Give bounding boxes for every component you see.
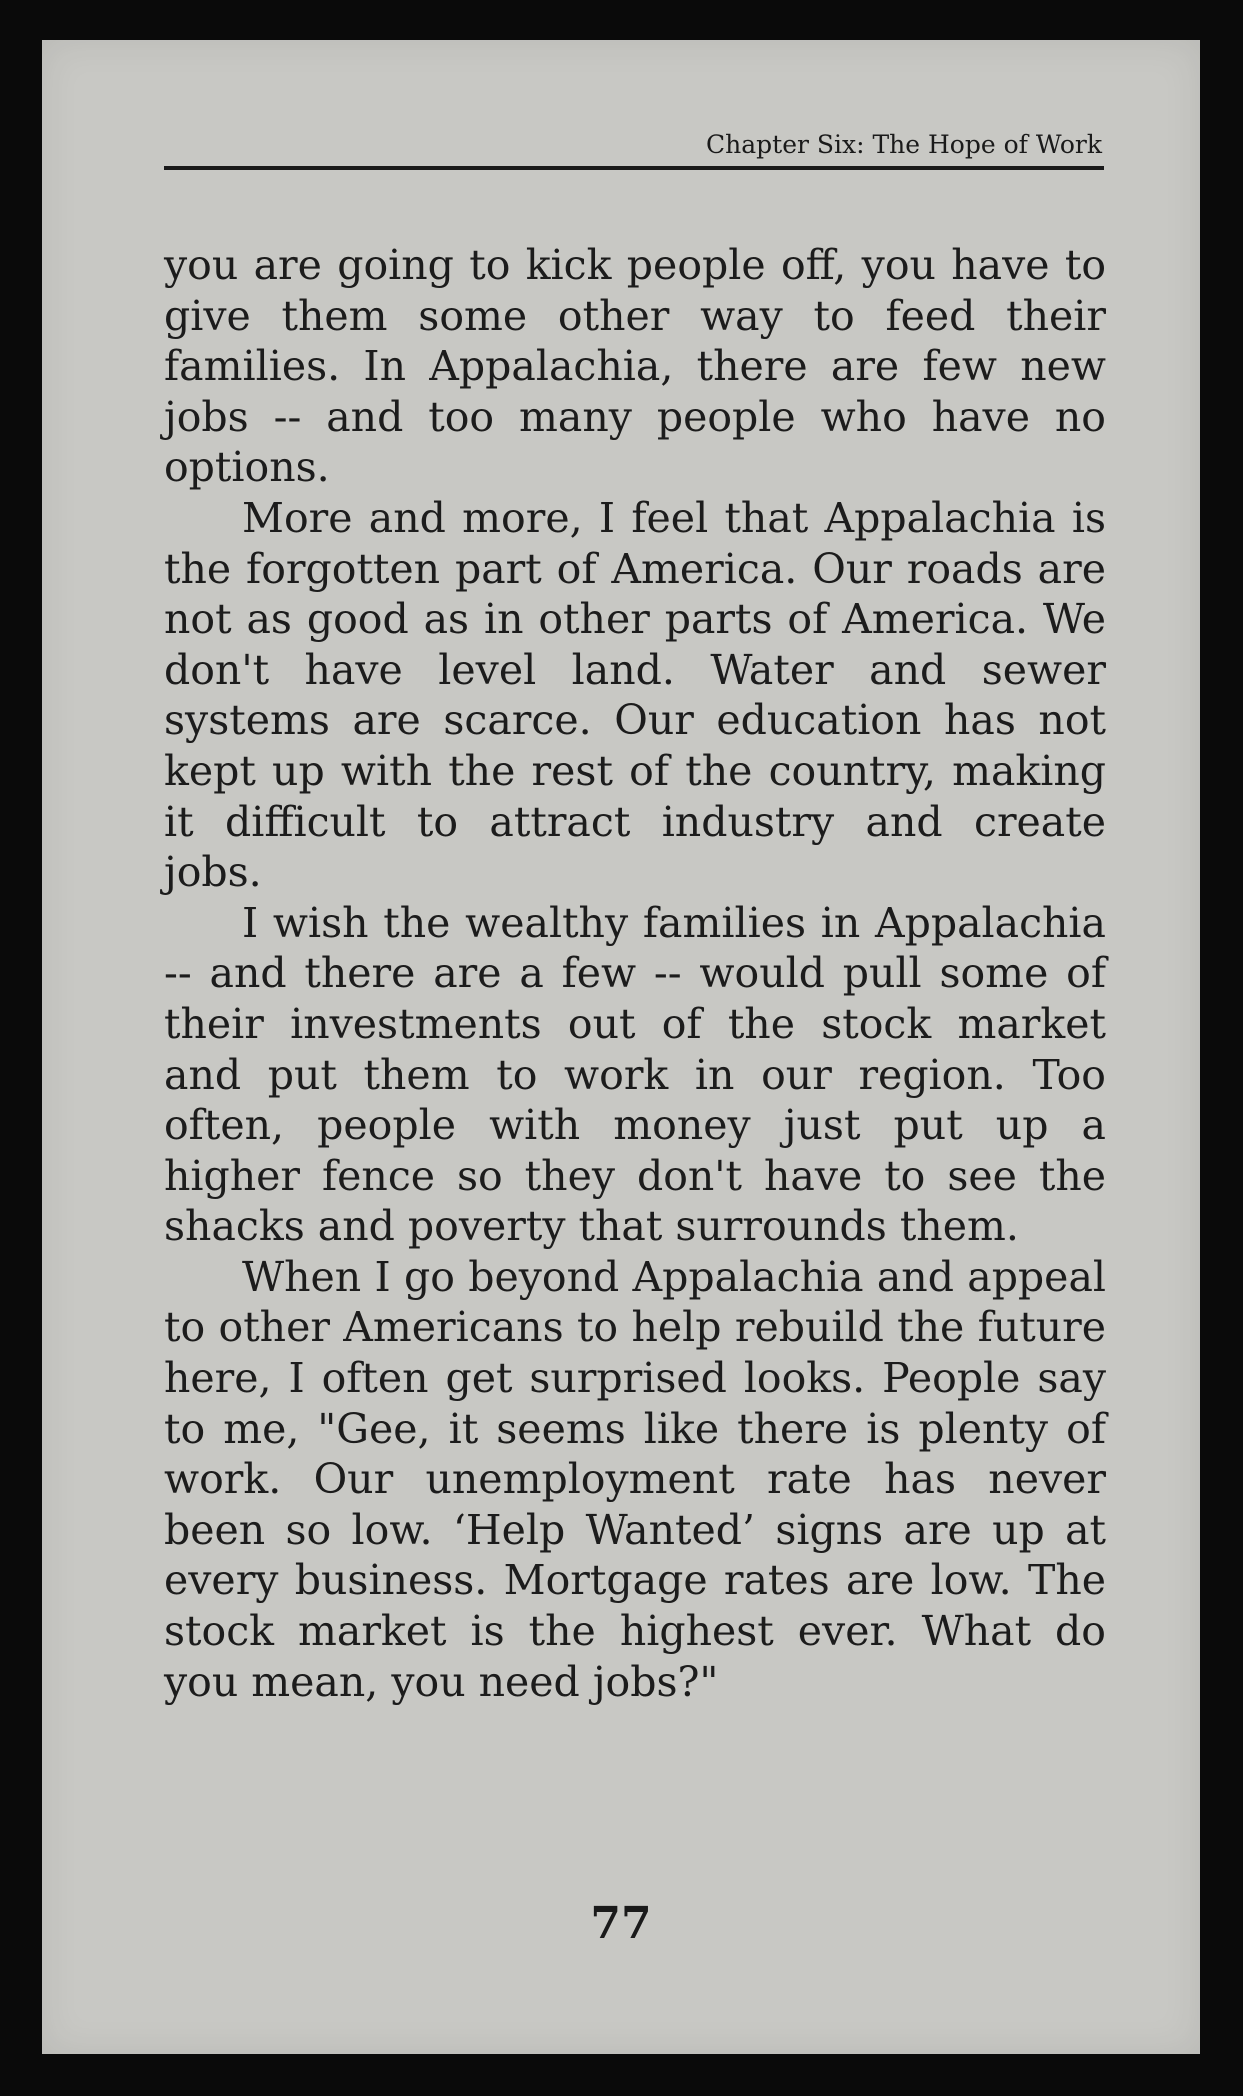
paragraph: you are going to kick people off, you have to give them some other way to feed their families. In Appalachia, there are few new jobs -- and too many people who have no options. (164, 241, 1106, 492)
paragraph: More and more, I feel that Appalachia is the forgotten part of America. Our roads are not as good as in other parts of America. We don't have level land. Water and sewer systems are scarce. Our education has not kept up with the rest of the country, making it difficult to attract industry and create jobs. (164, 493, 1106, 897)
running-head: Chapter Six: The Hope of Work (706, 130, 1102, 159)
page-number: 77 (590, 1898, 652, 1949)
paragraph: I wish the wealthy families in Appalachia -- and there are a few -- would pull some of their investments out of the stock market and put them to work in our region. Too often, people with money just put up a higher fence so they don't have to see the shacks and poverty that surrounds them. (164, 898, 1106, 1251)
paragraph: When I go beyond Appalachia and appeal to other Americans to help rebuild the future here, I often get surprised looks. People say to me, "Gee, it seems like there is plenty of work. Our unemployment rate has never been so low. ‘Help Wanted’ signs are up at every business. Mortgage rates are low. The stock market is the highest ever. What do you mean, you need jobs?" (164, 1252, 1106, 1706)
body-text (164, 240, 1106, 1707)
header-rule (164, 166, 1104, 170)
book-page (42, 40, 1200, 2054)
